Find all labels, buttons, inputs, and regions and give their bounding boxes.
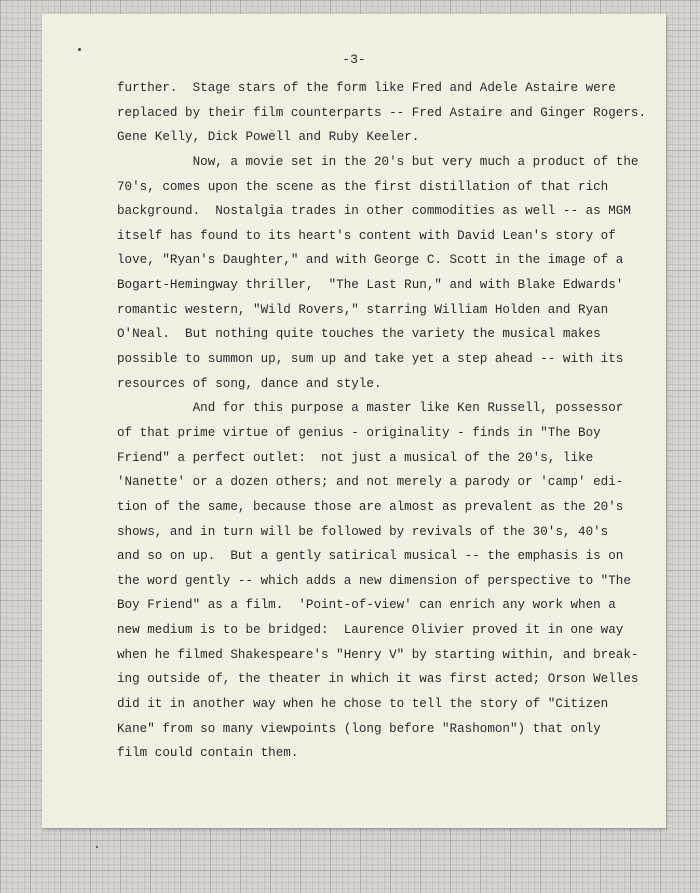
text-line: itself has found to its heart's content with David Lean's story of	[117, 228, 616, 243]
paper-speck	[78, 48, 81, 51]
text-line: film could contain them.	[117, 746, 299, 761]
text-line: new medium is to be bridged: Laurence Olivier proved it in one way	[117, 623, 624, 638]
text-line: 'Nanette' or a dozen others; and not merely a parody or 'camp' edi-	[117, 475, 624, 490]
text-line: shows, and in turn will be followed by revivals of the 30's, 40's	[117, 524, 609, 539]
text-line: Boy Friend" as a film. 'Point-of-view' can enrich any work when a	[117, 598, 616, 613]
text-line: resources of song, dance and style.	[117, 376, 382, 391]
text-line: the word gently -- which adds a new dimension of perspective to "The	[117, 573, 631, 588]
text-line: background. Nostalgia trades in other commodities as well -- as MGM	[117, 204, 631, 219]
text-line: of that prime virtue of genius - originality - finds in "The Boy	[117, 425, 601, 440]
text-line: possible to summon up, sum up and take yet a step ahead -- with its	[117, 352, 624, 367]
page-number: -3-	[342, 52, 366, 67]
text-line: and so on up. But a gently satirical musical -- the emphasis is on	[117, 549, 624, 564]
text-line: ing outside of, the theater in which it was first acted; Orson Welles	[117, 672, 639, 687]
text-line: further. Stage stars of the form like Fred and Adele Astaire were	[117, 81, 616, 95]
background-speck	[96, 846, 98, 848]
text-line: Friend" a perfect outlet: not just a musical of the 20's, like	[117, 450, 594, 465]
text-line: 70's, comes upon the scene as the first distillation of that rich	[117, 179, 609, 194]
text-line: O'Neal. But nothing quite touches the variety the musical makes	[117, 327, 601, 342]
typed-page	[42, 14, 666, 828]
text-line: love, "Ryan's Daughter," and with George C. Scott in the image of a	[117, 253, 624, 268]
text-line: romantic western, "Wild Rovers," starring William Holden and Ryan	[117, 302, 609, 317]
text-line: Kane" from so many viewpoints (long before "Rashomon") that only	[117, 721, 601, 736]
text-line: Bogart-Hemingway thriller, "The Last Run," and with Blake Edwards'	[117, 278, 624, 293]
text-line: when he filmed Shakespeare's "Henry V" by starting within, and break-	[117, 647, 639, 662]
text-line: Now, a movie set in the 20's but very much a product of the	[117, 154, 639, 169]
body-text	[117, 76, 647, 766]
text-line: did it in another way when he chose to tell the story of "Citizen	[117, 697, 609, 712]
text-line: tion of the same, because those are almost as prevalent as the 20's	[117, 499, 624, 514]
text-line: replaced by their film counterparts -- Fred Astaire and Ginger Rogers.	[117, 105, 647, 120]
text-line: Gene Kelly, Dick Powell and Ruby Keeler.	[117, 130, 420, 145]
text-line: And for this purpose a master like Ken Russell, possessor	[117, 401, 624, 416]
